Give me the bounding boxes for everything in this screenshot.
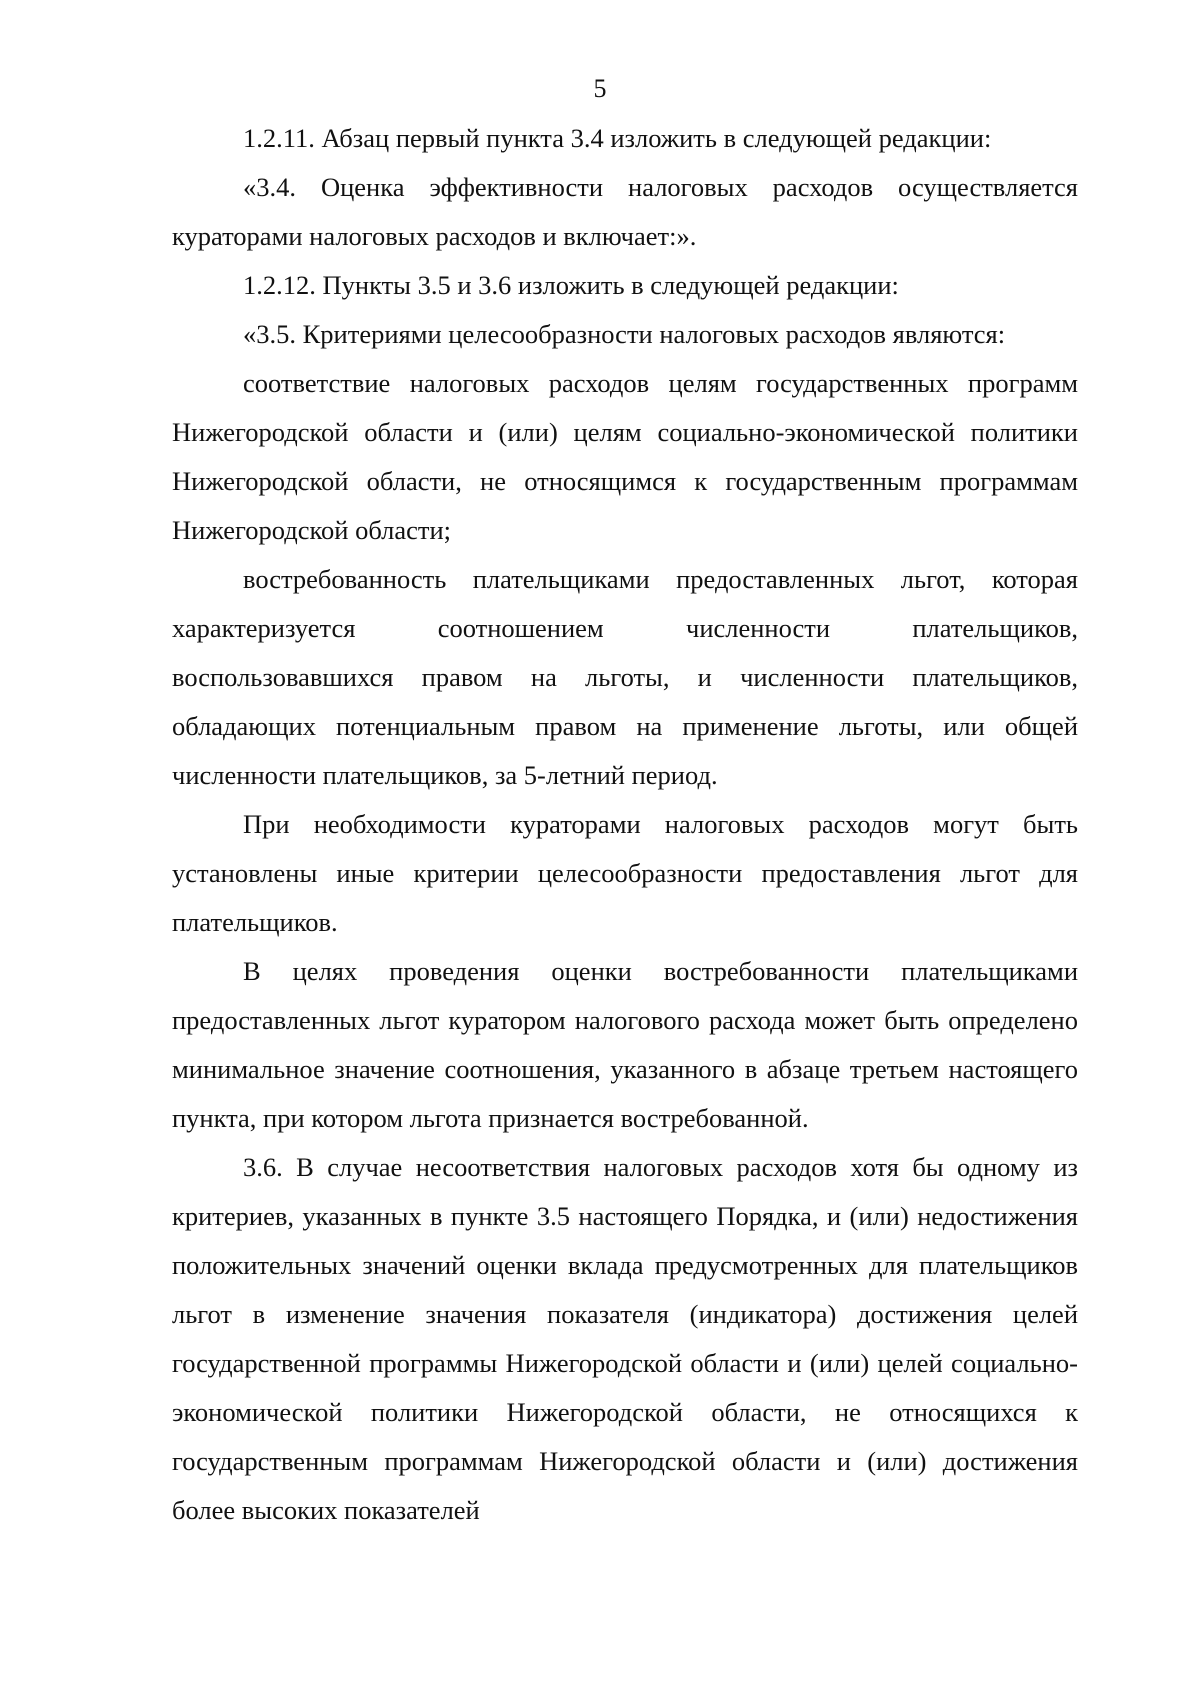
paragraph-3-6: 3.6. В случае несоответствия налоговых расходов хотя бы одному из критериев, указанных в пункте 3.5 настоящего Порядка, и (или) недостижения положительных значений оценки вклада предусмотренных для плательщиков льгот в изменение значения показателя (индикатора) достижения целей государственной программы Нижегородской области и (или) целей социально-экономической политики Нижегородской области, не относящихся к государственным программам Нижегородской области и (или) достижения более высоких показателей (172, 1152, 1078, 1525)
paragraph-1-2-11: 1.2.11. Абзац первый пункта 3.4 изложить в следующей редакции: (243, 123, 992, 153)
paragraph-minimum-ratio: В целях проведения оценки востребованности плательщиками предоставленных льгот куратором налогового расхода может быть определено минимальное значение соотношения, указанного в абзаце третьем настоящего пункта, при котором льгота признается востребованной. (172, 956, 1078, 1133)
paragraph-1-2-12: 1.2.12. Пункты 3.5 и 3.6 изложить в следующей редакции: (243, 270, 899, 300)
paragraph-other-criteria: При необходимости кураторами налоговых расходов могут быть установлены иные критерии целесообразности предоставления льгот для плательщиков. (172, 809, 1078, 937)
page-number: 5 (593, 74, 607, 103)
paragraph-criterion-demand: востребованность плательщиками предоставленных льгот, которая характеризуется соотношением численности плательщиков, воспользовавшихся правом на льготы, и численности плательщиков, обладающих потенциальным правом на применение льготы, или общей численности плательщиков, за 5-летний период. (172, 564, 1078, 790)
document-body (172, 114, 1078, 1535)
paragraph-3-5: «3.5. Критериями целесообразности налоговых расходов являются: (243, 319, 1006, 349)
paragraph-criterion-correspondence: соответствие налоговых расходов целям государственных программ Нижегородской области и (или) целям социально-экономической политики Нижегородской области, не относящимся к государственным программам Нижегородской области; (172, 368, 1078, 545)
paragraph-3-4: «3.4. Оценка эффективности налоговых расходов осуществляется кураторами налоговых расходов и включает:». (172, 172, 1078, 251)
